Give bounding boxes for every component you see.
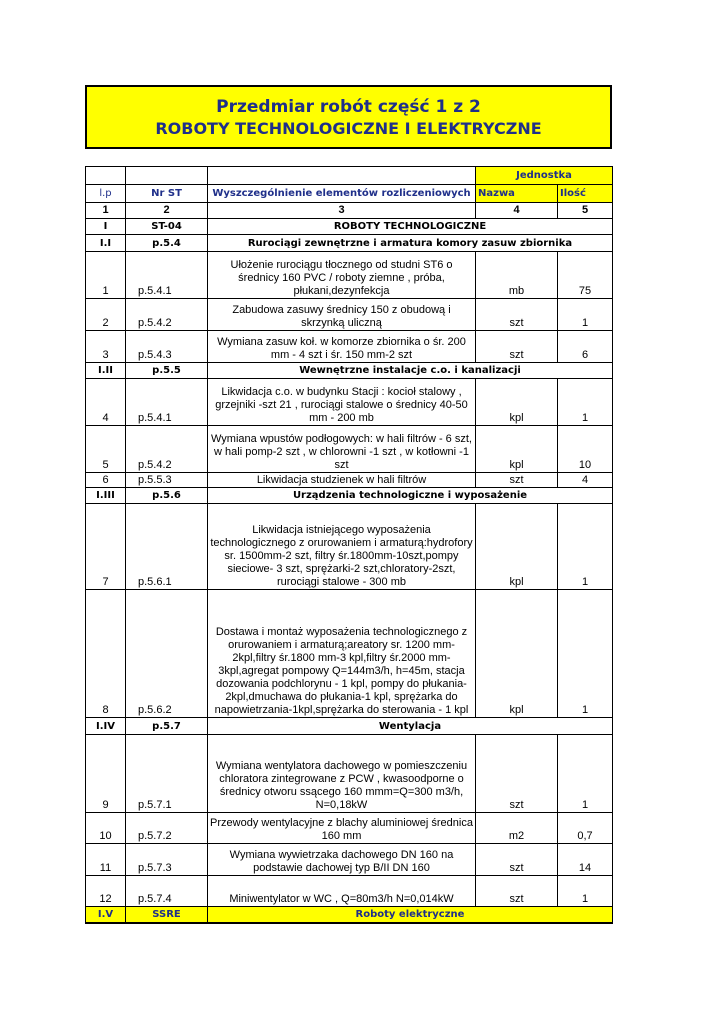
item-lp: 9 <box>86 735 126 813</box>
item-lp: 1 <box>86 252 126 299</box>
item-description: Wymiana wentylatora dachowego w pomieszczeniu chloratora zintegrowane z PCW , kwasoodporne o średnicy otworu ssącego 160 mmm=Q=300 m3/h, N=0,18kW <box>208 735 476 813</box>
item-lp: 4 <box>86 379 126 426</box>
table-row <box>86 813 613 844</box>
item-lp: 6 <box>86 473 126 488</box>
table-row <box>86 876 613 907</box>
item-unit: m2 <box>476 813 558 844</box>
table-row <box>86 735 613 813</box>
section-st: ST-04 <box>126 219 208 235</box>
item-st: p.5.7.2 <box>126 813 208 844</box>
item-st: p.5.4.3 <box>126 331 208 363</box>
header-blank-lp <box>86 167 126 185</box>
item-quantity: 1 <box>558 379 613 426</box>
item-description: Przewody wentylacyjne z blachy aluminiowej średnica 160 mm <box>208 813 476 844</box>
item-quantity: 1 <box>558 876 613 907</box>
item-unit: kpl <box>476 379 558 426</box>
item-quantity: 6 <box>558 331 613 363</box>
item-unit: kpl <box>476 504 558 590</box>
table-row <box>86 590 613 718</box>
header-lp: l.p <box>86 185 126 203</box>
colnum-1: 1 <box>86 203 126 219</box>
table-row <box>86 379 613 426</box>
section-st: SSRE <box>126 907 208 923</box>
item-quantity: 1 <box>558 504 613 590</box>
item-lp: 12 <box>86 876 126 907</box>
section-lp: I.II <box>86 363 126 379</box>
section-title: Wentylacja <box>208 718 613 735</box>
section-st: p.5.5 <box>126 363 208 379</box>
section-st: p.5.7 <box>126 718 208 735</box>
item-description: Miniwentylator w WC , Q=80m3/h N=0,014kW <box>208 876 476 907</box>
item-lp: 8 <box>86 590 126 718</box>
item-quantity: 1 <box>558 590 613 718</box>
item-description: Ułożenie rurociągu tłocznego od studni ST6 o średnicy 160 PVC / roboty ziemne , próba, płukani,dezynfekcja <box>208 252 476 299</box>
document-title-box <box>85 85 612 149</box>
section-title: Roboty elektryczne <box>208 907 613 923</box>
item-lp: 2 <box>86 299 126 331</box>
colnum-4: 4 <box>476 203 558 219</box>
header-ilosc: Ilość <box>558 185 613 203</box>
section-row <box>86 718 613 735</box>
section-row <box>86 907 613 923</box>
table-row <box>86 252 613 299</box>
section-lp: I <box>86 219 126 235</box>
item-quantity: 1 <box>558 299 613 331</box>
item-st: p.5.7.3 <box>126 844 208 876</box>
section-row <box>86 235 613 252</box>
document-title: Przedmiar robót część 1 z 2 <box>216 97 481 117</box>
header-nazwa: Nazwa <box>476 185 558 203</box>
header-blank-st <box>126 167 208 185</box>
header-blank-desc <box>208 167 476 185</box>
table-row <box>86 426 613 473</box>
section-title: Wewnętrzne instalacje c.o. i kanalizacji <box>208 363 613 379</box>
item-quantity: 14 <box>558 844 613 876</box>
table-row <box>86 473 613 488</box>
item-unit: szt <box>476 331 558 363</box>
item-unit: szt <box>476 473 558 488</box>
table-row <box>86 331 613 363</box>
item-quantity: 1 <box>558 735 613 813</box>
item-lp: 7 <box>86 504 126 590</box>
item-unit: szt <box>476 299 558 331</box>
item-unit: mb <box>476 252 558 299</box>
section-lp: I.V <box>86 907 126 923</box>
colnum-5: 5 <box>558 203 613 219</box>
colnum-2: 2 <box>126 203 208 219</box>
item-unit: szt <box>476 735 558 813</box>
item-st: p.5.5.3 <box>126 473 208 488</box>
item-unit: szt <box>476 844 558 876</box>
item-quantity: 0,7 <box>558 813 613 844</box>
item-description: Dostawa i montaż wyposażenia technologicznego z orurowaniem i armaturą;areatory sr. 1200 mm-2kpl,filtry śr.1800 mm-3 kpl,filtry śr.2000 mm-3kpl,agregat pompowy Q=144m3/h, h=45m, stacja dozowania podchlorynu - 1 kpl, pompy do płukania-2kpl,dmuchawa do płukania-1 kpl, sprężarka do napowietrzania-1kpl,sprężarka do sterowania - 1 kpl <box>208 590 476 718</box>
section-row <box>86 219 613 235</box>
item-description: Likwidacja c.o. w budynku Stacji : kocioł stalowy , grzejniki -szt 21 , rurociągi stalowe o średnicy 40-50 mm - 200 mb <box>208 379 476 426</box>
section-title: Urządzenia technologiczne i wyposażenie <box>208 488 613 504</box>
item-description: Wymiana wywietrzaka dachowego DN 160 na podstawie dachowej typ B/II DN 160 <box>208 844 476 876</box>
item-st: p.5.6.2 <box>126 590 208 718</box>
item-st: p.5.4.1 <box>126 379 208 426</box>
item-unit: kpl <box>476 426 558 473</box>
section-st: p.5.6 <box>126 488 208 504</box>
item-lp: 5 <box>86 426 126 473</box>
table-row <box>86 504 613 590</box>
item-st: p.5.6.1 <box>126 504 208 590</box>
item-quantity: 75 <box>558 252 613 299</box>
section-title: ROBOTY TECHNOLOGICZNE <box>208 219 613 235</box>
item-description: Zabudowa zasuwy średnicy 150 z obudową i skrzynką uliczną <box>208 299 476 331</box>
header-row-top <box>86 167 613 185</box>
item-description: Wymiana wpustów podłogowych: w hali filtrów - 6 szt, w hali pomp-2 szt , w chlorowni -1 szt , w kotłowni -1 szt <box>208 426 476 473</box>
header-description: Wyszczególnienie elementów rozliczeniowych <box>208 185 476 203</box>
item-st: p.5.4.2 <box>126 299 208 331</box>
section-title: Rurociągi zewnętrzne i armatura komory zasuw zbiornika <box>208 235 613 252</box>
item-st: p.5.4.2 <box>126 426 208 473</box>
header-jednostka: Jednostka <box>476 167 613 185</box>
section-lp: I.IV <box>86 718 126 735</box>
item-unit: szt <box>476 876 558 907</box>
section-lp: I.III <box>86 488 126 504</box>
section-row <box>86 363 613 379</box>
item-st: p.5.7.1 <box>126 735 208 813</box>
item-quantity: 10 <box>558 426 613 473</box>
bill-of-quantities-table <box>85 166 613 924</box>
table-row <box>86 299 613 331</box>
item-unit: kpl <box>476 590 558 718</box>
item-description: Likwidacja istniejącego wyposażenia technologicznego z orurowaniem i armaturą:hydrofory sr. 1500mm-2 szt, filtry śr.1800mm-10szt,pompy sieciowe- 3 szt, sprężarki-2 szt,chloratory-2szt, rurociągi stalowe - 300 mb <box>208 504 476 590</box>
section-st: p.5.4 <box>126 235 208 252</box>
item-lp: 10 <box>86 813 126 844</box>
section-lp: I.I <box>86 235 126 252</box>
item-quantity: 4 <box>558 473 613 488</box>
header-row <box>86 185 613 203</box>
section-row <box>86 488 613 504</box>
table-row <box>86 844 613 876</box>
item-description: Wymiana zasuw koł. w komorze zbiornika o śr. 200 mm - 4 szt i śr. 150 mm-2 szt <box>208 331 476 363</box>
column-number-row <box>86 203 613 219</box>
colnum-3: 3 <box>208 203 476 219</box>
item-lp: 3 <box>86 331 126 363</box>
item-lp: 11 <box>86 844 126 876</box>
item-st: p.5.4.1 <box>126 252 208 299</box>
item-description: Likwidacja studzienek w hali filtrów <box>208 473 476 488</box>
item-st: p.5.7.4 <box>126 876 208 907</box>
document-subtitle: ROBOTY TECHNOLOGICZNE I ELEKTRYCZNE <box>155 119 542 138</box>
header-nr-st: Nr ST <box>126 185 208 203</box>
